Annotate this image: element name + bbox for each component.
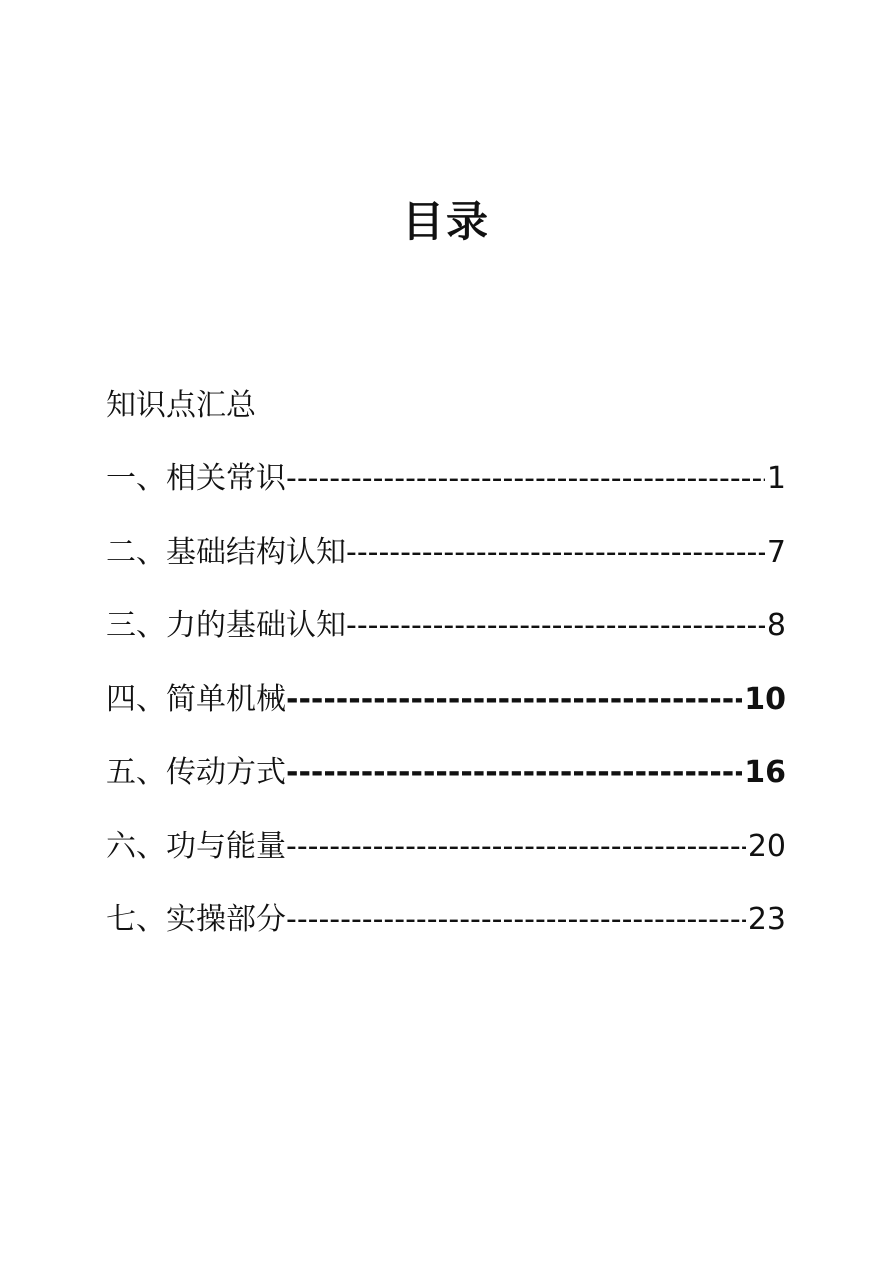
toc-entry[interactable] [106,530,786,604]
page-title: 目录 [401,197,490,246]
toc-dot-leader [346,530,765,576]
toc-entry-label: 四、简单机械 [106,681,286,717]
toc-dot-leader [286,456,765,502]
toc-dot-leader [286,677,742,723]
toc-entry-label: 三、力的基础认知 [106,608,346,643]
toc-page-number: 10 [744,681,786,717]
toc-entry[interactable] [106,603,786,677]
toc-page-number: 20 [747,828,786,864]
toc-entry[interactable] [106,456,786,530]
toc-dot-leader [286,897,746,943]
toc-entry[interactable] [106,897,786,971]
toc-page-number: 16 [744,755,786,790]
toc-entry[interactable] [106,677,786,751]
toc-entry-label: 六、功与能量 [106,828,286,864]
toc-dot-leader [286,750,742,796]
toc-entry-label: 五、传动方式 [106,755,286,790]
toc-dot-leader [346,603,765,649]
toc-dot-leader [286,824,746,870]
toc-page-number: 23 [747,902,786,937]
toc-entry-label: 一、相关常识 [106,461,286,496]
toc-page-number: 1 [766,461,786,496]
table-of-contents [106,456,786,971]
section-heading: 知识点汇总 [106,388,256,423]
toc-entry-label: 二、基础结构认知 [106,534,346,570]
toc-page-number: 7 [766,534,786,570]
toc-entry[interactable] [106,824,786,898]
toc-entry[interactable] [106,750,786,824]
toc-page-number: 8 [766,608,786,643]
toc-entry-label: 七、实操部分 [106,902,286,937]
